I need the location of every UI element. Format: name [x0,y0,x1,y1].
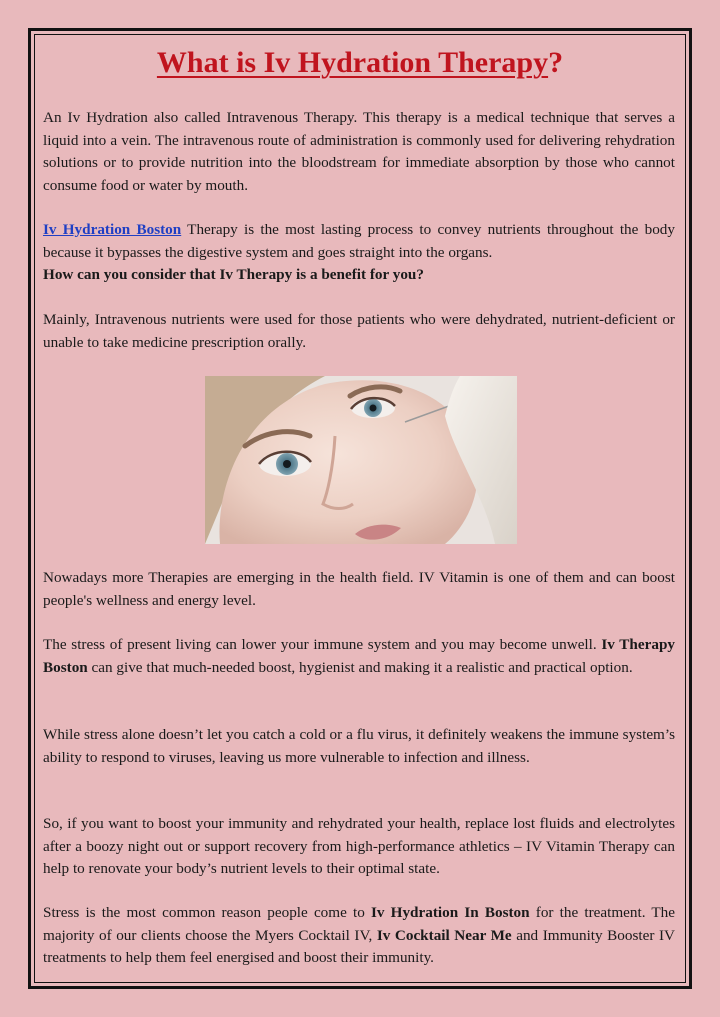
iv-therapy-boston-bold: Iv Therapy Boston [43,636,675,676]
iv-hydration-boston-link[interactable]: Iv Hydration Boston [43,221,182,238]
right-pupil [370,405,377,412]
cold-flu-paragraph: While stress alone doesn’t let you catch a cold or a flu virus, it definitely weakens the immune system’s ability to respond to viruses, leaving us more vulnerable to infection and illness. [43,726,675,766]
stress-text-2: can give that much-needed boost, hygienist and making it a realistic and practical option. [87,658,633,676]
clients-paragraph [43,902,675,970]
face-injection-image [205,376,517,544]
therapies-paragraph: Nowadays more Therapies are emerging in the health field. IV Vitamin is one of them and can boost people's wellness and energy level. [43,569,675,609]
page-title-text: What is Iv Hydration Therapy [156,46,549,79]
intro-paragraph: An Iv Hydration also called Intravenous Therapy. This therapy is a medical technique that serves a liquid into a vein. The intravenous route of administration is commonly used for delivering rehydration solutions or to provide nutrition into the bloodstream for immediate absorption by those who cannot consume food or water by mouth. [43,109,675,194]
iv-cocktail-near-me-bold: Iv Cocktail Near Me [376,926,512,944]
page-title [0,41,720,85]
boston-paragraph-text: Therapy is the most lasting process to convey nutrients throughout the body because it bypasses the digestive system and goes straight into the organs. [43,221,675,261]
left-pupil [283,460,291,468]
boost-immunity-paragraph: So, if you want to boost your immunity and rehydrated your health, replace lost fluids and electrolytes after a boozy night out or support recovery from high-performance athletics – IV Vitamin Therapy can help to renovate your body’s nutrient levels to their optimal state. [43,815,675,877]
clients-text-1: Stress is the most common reason people come to [43,904,371,921]
page-title-suffix: ? [548,46,564,79]
benefit-heading: How can you consider that Iv Therapy is a benefit for you? [43,266,424,283]
boston-paragraph [43,219,675,287]
stress-immune-paragraph [43,634,675,679]
clients-text-3: and Immunity Booster IV treatments to help them feel energised and boost their immunity. [43,926,675,966]
iv-hydration-in-boston-bold: Iv Hydration In Boston [370,904,530,921]
stress-text-1: The stress of present living can lower your immune system and you may become unwell. [43,636,602,653]
clients-text-2: for the treatment. The majority of our clients choose the Myers Cocktail IV, [43,904,676,944]
nutrients-paragraph: Mainly, Intravenous nutrients were used for those patients who were dehydrated, nutrient-deficient or unable to take medicine prescription orally. [43,311,675,351]
